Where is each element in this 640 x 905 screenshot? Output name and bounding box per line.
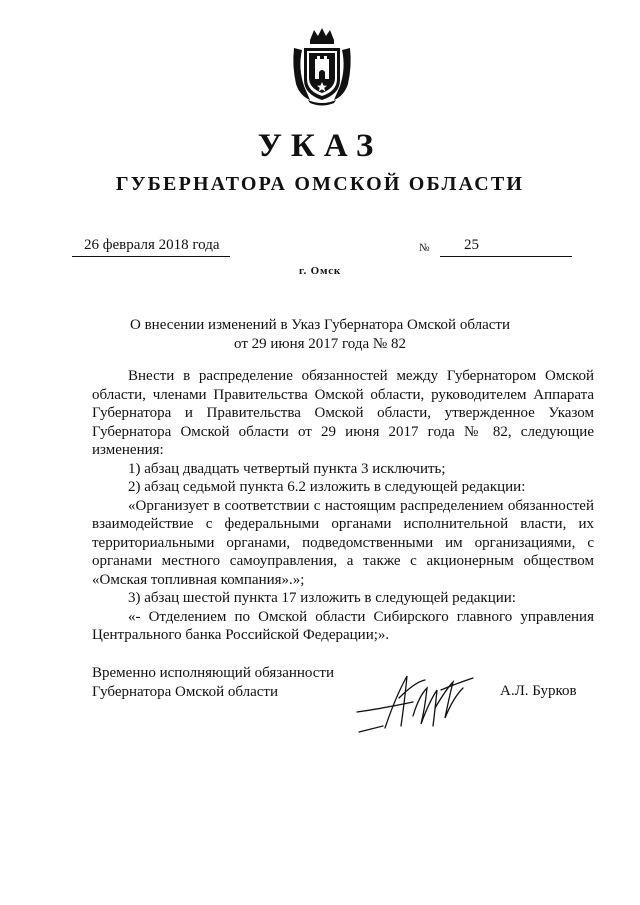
signatory-name: А.Л. Бурков xyxy=(500,683,577,699)
handwritten-signature xyxy=(355,668,480,738)
signatory-position-line-1: Временно исполняющий обязанности xyxy=(92,665,335,681)
subject-line-2: от 29 июня 2017 года № 82 xyxy=(234,336,406,352)
body-paragraph-intro: Внести в распределение обязанностей между Губернатором Омской области, членами Правительства Омской области, руководителем Аппарата Губернатора и Правительства Омской области, утвержденное Указом Губернатора Омской области от 29 июня 2017 года № 82, следующие изменения: xyxy=(92,368,594,458)
body-paragraph-quote-2: «- Отделением по Омской области Сибирского главного управления Центрального банка Российской Федерации;». xyxy=(92,608,594,643)
document-number: 25 xyxy=(440,236,572,257)
document-body xyxy=(92,367,594,645)
document-subject xyxy=(0,316,640,354)
body-paragraph-item-2: 2) абзац седьмой пункта 6.2 изложить в следующей редакции: xyxy=(128,479,526,495)
body-paragraph-item-1: 1) абзац двадцать четвертый пункта 3 исключить; xyxy=(128,460,446,477)
body-paragraph-item-3: 3) абзац шестой пункта 17 изложить в следующей редакции: xyxy=(128,590,516,606)
signatory-position-line-2: Губернатора Омской области xyxy=(92,684,278,700)
document-title: УКАЗ xyxy=(257,128,383,164)
number-label: № xyxy=(419,242,430,254)
document-date: 26 февраля 2018 года xyxy=(72,236,230,257)
document-subtitle: ГУБЕРНАТОРА ОМСКОЙ ОБЛАСТИ xyxy=(115,173,525,195)
signatory-position xyxy=(92,664,334,702)
body-paragraph-quote-1: «Организует в соответствии с настоящим распределением обязанностей взаимодействие с федеральными органами исполнительной власти, их территориальными органами, подведомственными им организациями, с органами местного самоуправления, а также с акционерным обществом «Омская топливная компания».»; xyxy=(92,497,594,588)
coat-of-arms-icon xyxy=(290,26,354,106)
city-label: г. Омск xyxy=(298,265,342,277)
subject-line-1: О внесении изменений в Указ Губернатора Омской области xyxy=(130,317,510,333)
